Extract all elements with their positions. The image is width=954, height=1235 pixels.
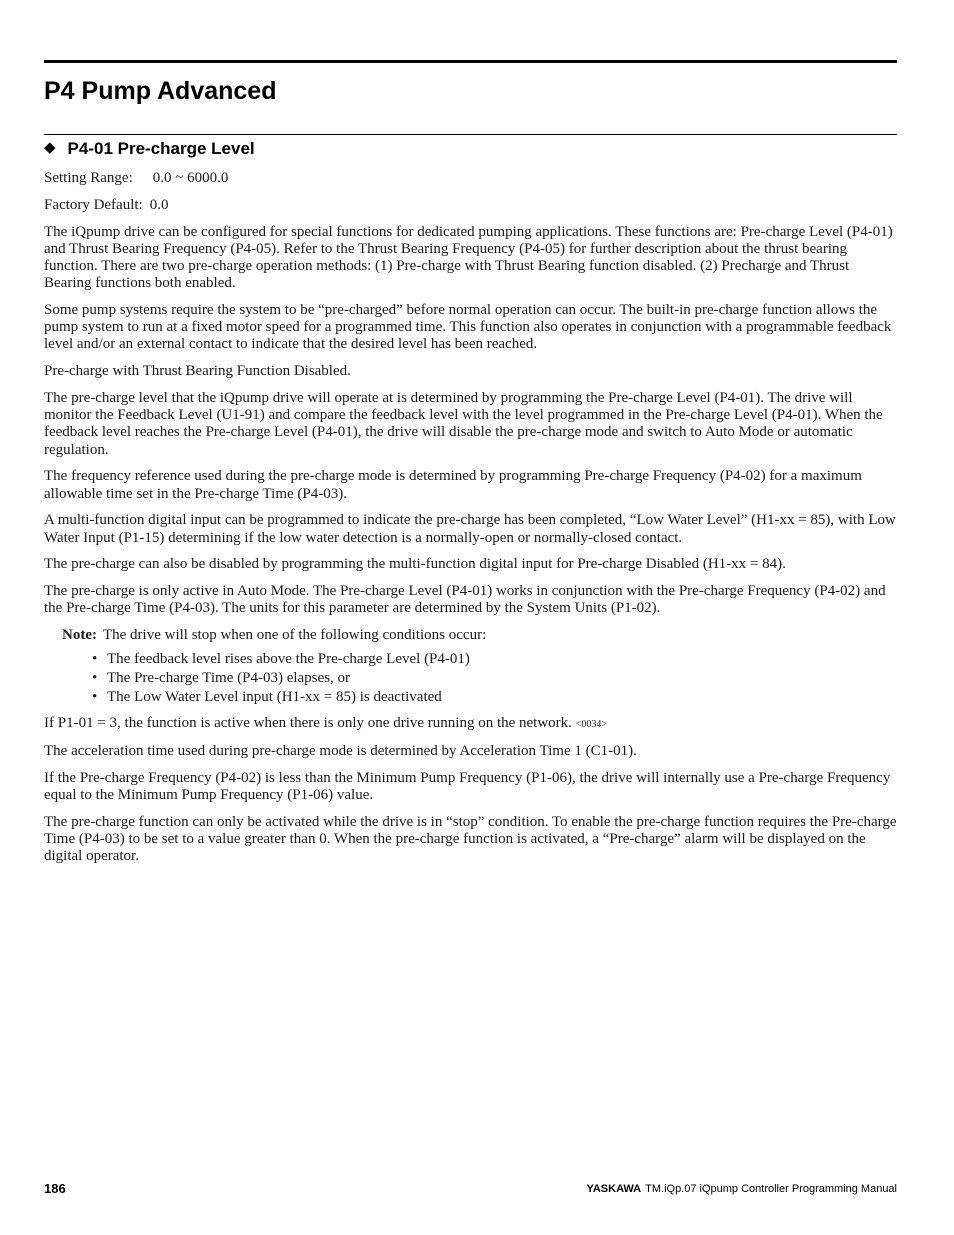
footer-manual-title — [587, 1183, 897, 1195]
manual-name: TM.iQp.07 iQpump Controller Programming Manual — [645, 1183, 897, 1195]
paragraph-9 — [44, 715, 897, 733]
note-conditions-list — [44, 650, 897, 707]
note-label: Note: — [62, 627, 97, 644]
note-text: The drive will stop when one of the following conditions occur: — [102, 627, 487, 644]
top-rule — [44, 60, 897, 63]
manual-page — [44, 0, 897, 1235]
list-item: • The feedback level rises above the Pre-charge Level (P4-01) — [92, 650, 897, 669]
paragraph-12: The pre-charge function can only be activated while the drive is in “stop” condition. To enable the pre-charge function requires the Pre-charge Time (P4-03) to be set to a value greater than 0. When the pre-charge function is activated, a “Pre-charge” alarm will be displayed on the digital operator. — [44, 814, 897, 865]
brand-name: YASKAWA — [586, 1183, 642, 1195]
paragraph-6: A multi-function digital input can be programmed to indicate the pre-charge has been completed, “Low Water Level” (H1-xx = 85), with Low Water Input (P1-15) determining if the low water detection is a normally-open or normally-closed contact. — [44, 512, 896, 546]
paragraph-9-text: If P1-01 = 3, the function is active when there is only one drive running on the network. — [44, 715, 572, 732]
paragraph-4: The pre-charge level that the iQpump drive will operate at is determined by programming the Pre-charge Level (P4-01). The drive will monitor the Feedback Level (U1-91) and compare the feedback level with the level programmed in the Pre-charge Level (P4-01). When the feedback level reaches the Pre-charge Level (P4-01), the drive will disable the pre-charge mode and switch to Auto Mode or automatic regulation. — [44, 390, 883, 458]
list-item: • The Low Water Level input (H1-xx = 85) is deactivated — [92, 688, 897, 707]
factory-default-label: Factory Default: — [44, 196, 143, 213]
factory-default — [44, 197, 897, 214]
page-number: 186 — [44, 1181, 66, 1196]
diamond-bullet-icon: ◆ — [44, 139, 56, 156]
section-header — [44, 138, 255, 160]
setting-range-label: Setting Range: — [44, 170, 133, 186]
paragraph-11: If the Pre-charge Frequency (P4-02) is less than the Minimum Pump Frequency (P1-06), the drive will internally use a Pre-charge Frequency equal to the Minimum Pump Frequency (P1-06) value. — [44, 770, 891, 804]
paragraph-5: The frequency reference used during the pre-charge mode is determined by programming Pre-charge Frequency (P4-02) for a maximum allowable time set in the Pre-charge Time (P4-03). — [44, 468, 862, 502]
setting-range — [44, 170, 897, 187]
paragraph-1: The iQpump drive can be configured for special functions for dedicated pumping applications. These functions are: Pre-charge Level (P4-01) and Thrust Bearing Frequency (P4-05). Refer to the Thrust Bearing Frequency (P4-05) for further description about the thrust bearing function. There are two pre-charge operation methods: (1) Pre-charge with Thrust Bearing function disabled. (2) Precharge and Thrust Bearing functions both enabled. — [44, 223, 893, 292]
paragraph-3: Pre-charge with Thrust Bearing Function Disabled. — [44, 363, 351, 380]
revision-tag: <0034> — [575, 719, 607, 731]
chapter-title: P4 Pump Advanced — [44, 77, 277, 105]
section-rule — [44, 134, 897, 135]
paragraph-10: The acceleration time used during pre-charge mode is determined by Acceleration Time 1 (C1-01). — [44, 743, 637, 760]
paragraph-2: Some pump systems require the system to be “pre-charged” before normal operation can occur. The built-in pre-charge function allows the pump system to run at a fixed motor speed for a programmed time. This function also operates in conjunction with a programmable feedback level and/or an external contact to indicate that the desired level has been reached. — [44, 302, 892, 353]
paragraph-8: The pre-charge is only active in Auto Mode. The Pre-charge Level (P4-01) works in conjunction with the Pre-charge Frequency (P4-02) and the Pre-charge Time (P4-03). The units for this parameter are determined by the System Units (P1-02). — [44, 583, 886, 617]
factory-default-value: 0.0 — [149, 196, 169, 213]
list-item: • The Pre-charge Time (P4-03) elapses, or — [92, 669, 897, 688]
note — [62, 627, 897, 644]
setting-range-value: 0.0 ~ 6000.0 — [152, 170, 229, 186]
body-content — [44, 170, 897, 875]
section-title: P4-01 Pre-charge Level — [67, 139, 255, 158]
paragraph-7: The pre-charge can also be disabled by programming the multi-function digital input for Pre-charge Disabled (H1-xx = 84). — [44, 556, 786, 573]
